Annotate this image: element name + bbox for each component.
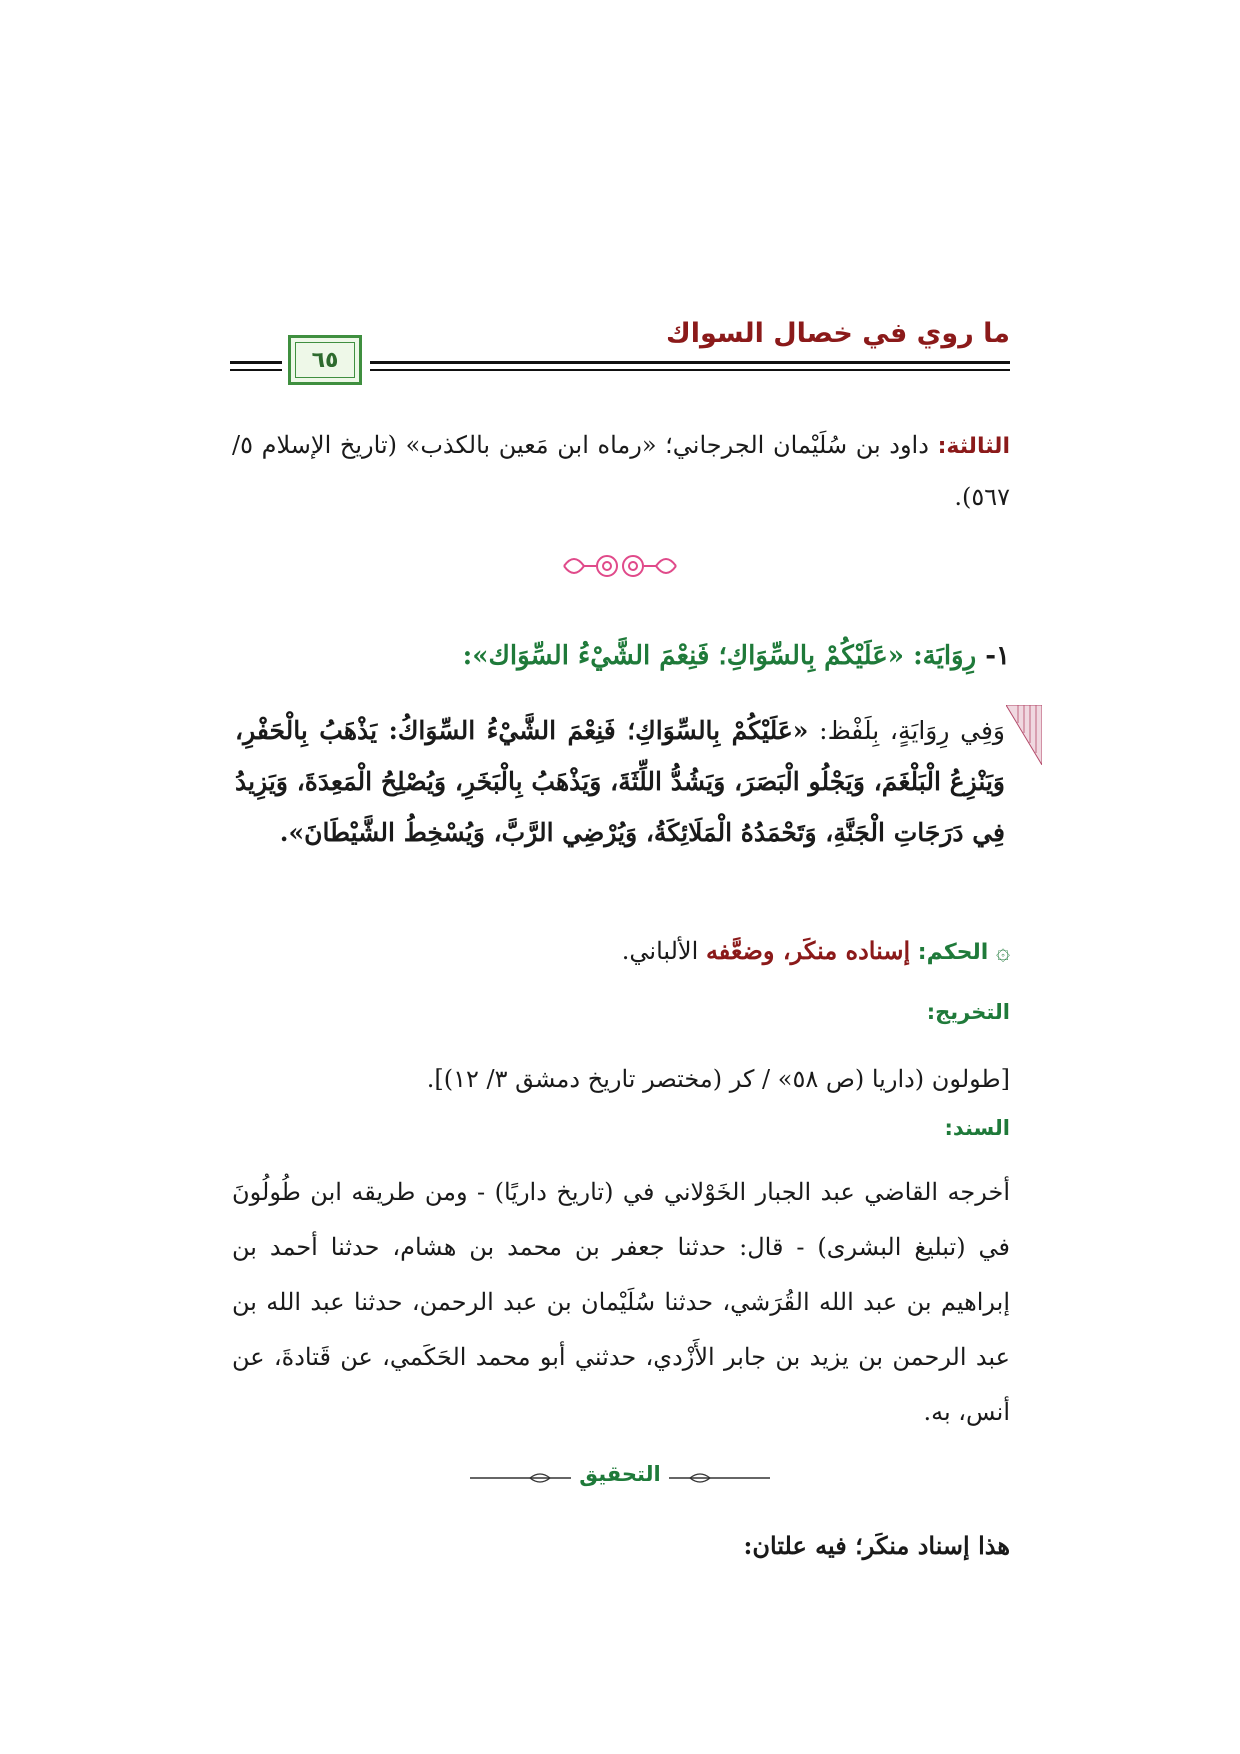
section-heading [463,641,1010,671]
third-label: الثالثة: [937,434,1010,459]
ruling-authority: الألباني. [621,937,699,965]
third-text: داود بن سُلَيْمان الجرجاني؛ «رماه ابن مَعين بالكذب» (تاريخ الإسلام ٥/ ٥٦٧). [232,431,1010,511]
tahqiq-text: هذا إسناد منكَر؛ فيه علتان: [743,1531,1010,1560]
section-title-quote: «عَلَيْكُمْ بِالسِّوَاكِ؛ فَنِعْمَ الشَّيْءُ السِّوَاك»: [462,641,904,671]
header-rule-right-thin [370,369,1010,371]
hadith-intro: وَفِي رِوَايَةٍ، بِلَفْظ: [819,716,1005,745]
header-rule-right [370,361,1010,364]
hadith-text: «عَلَيْكُمْ بِالسِّوَاكِ؛ فَنِعْمَ الشَّيْءُ السِّوَاكُ: يَذْهَبُ بِالْحَفْرِ، وَيَنْزِعُ الْبَلْغَمَ، وَيَجْلُو الْبَصَرَ، وَيَشُدُّ اللِّثَةَ، وَيَذْهَبُ بِالْبَخَرِ، وَيُصْلِحُ الْمَعِدَةَ، وَيَزِيدُ فِي دَرَجَاتِ الْجَنَّةِ، وَتَحْمَدُهُ الْمَلَائِكَةُ، وَيُرْضِي الرَّبَّ، وَيُسْخِطُ الشَّيْطَانَ». [235,716,1005,847]
tahqiq-label: التحقيق [571,1462,668,1486]
header-rule-left [230,361,282,364]
hadith-paragraph [235,705,1005,858]
page-number-frame [288,335,362,385]
running-header-title: ما روي في خصال السواك [666,318,1010,349]
corner-decoration-icon [1006,705,1042,765]
section-number: ١- [985,641,1010,671]
takhrij-text: [طولون (داريا (ص ٥٨» / كر (مختصر تاريخ دمشق ٣/ ١٢)]. [426,1065,1010,1093]
ruling-verdict: إسناده منكَر، وضعَّفه [705,936,911,965]
tahqiq-heading [0,1462,1240,1486]
sanad-label: السند: [944,1116,1010,1140]
sanad-text: أخرجه القاضي عبد الجبار الخَوْلاني في (تاريخ داريًا) - ومن طريقه ابن طُولُونَ في (تبليغ البشرى) - قال: حدثنا جعفر بن محمد بن هشام، حدثنا أحمد بن إبراهيم بن عبد الله القُرَشي، حدثنا سُلَيْمان بن عبد الرحمن، حدثنا عبد الله بن عبد الرحمن بن يزيد بن جابر الأَزْدي، حدثني أبو محمد الحَكَمي، عن قَتادةَ، عن أنس، به. [232,1178,1010,1426]
ruling-bullet-icon: ۞ [995,937,1010,965]
section-ornament-icon [560,546,680,586]
ruling-line [232,925,1010,978]
takhrij-label: التخريج: [926,1000,1010,1024]
third-narrator-paragraph [232,420,1010,523]
header-rule-left-thin [230,369,282,371]
section-title-prefix: رِوَايَة: [913,641,977,671]
page-number: ٦٥ [311,347,339,373]
ruling-label: الحكم: [917,940,989,965]
